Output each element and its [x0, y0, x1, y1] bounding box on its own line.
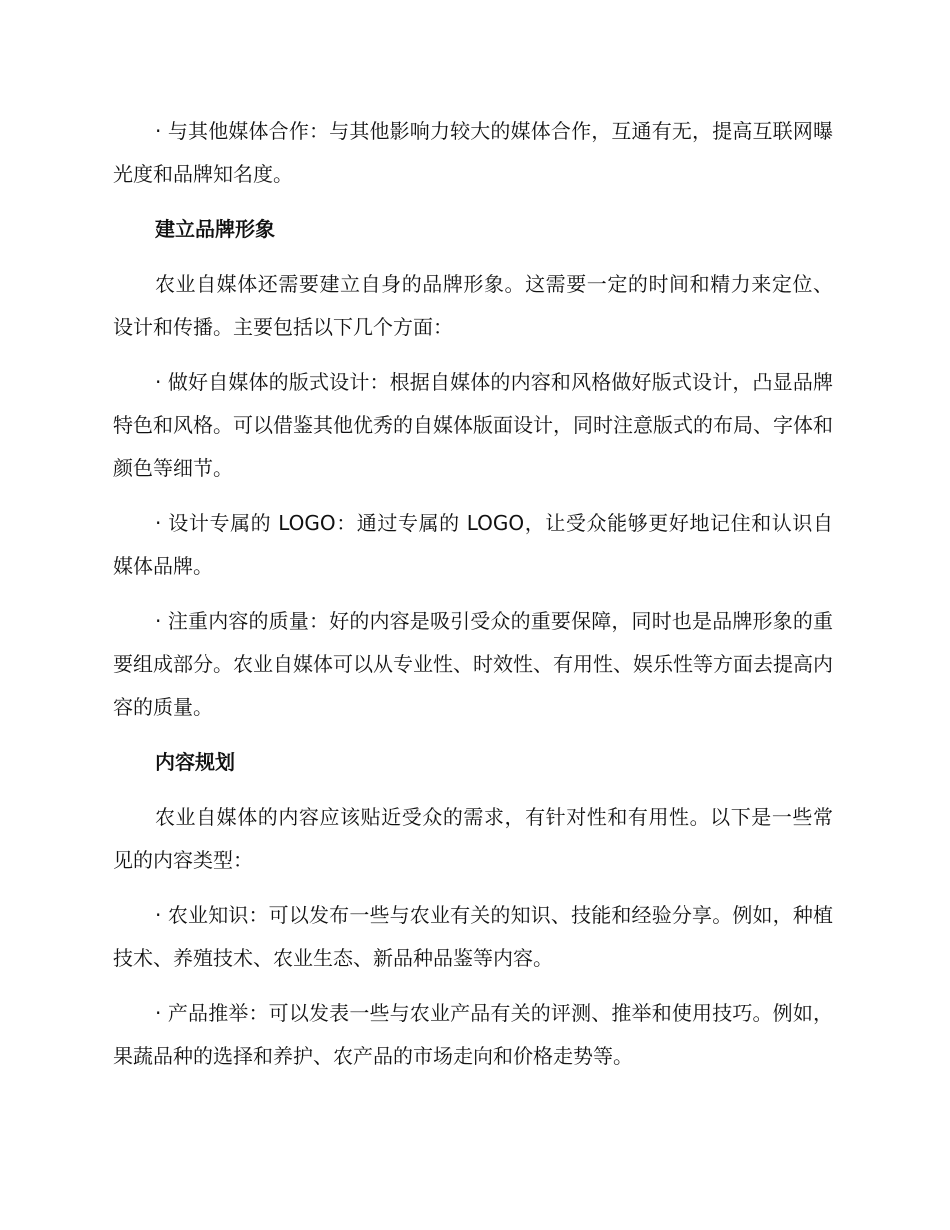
- bullet-paragraph-logo-design: · 设计专属的 LOGO：通过专属的 LOGO，让受众能够更好地记住和认识自媒体品牌。: [113, 511, 833, 578]
- bullet-paragraph-product-recommendation: · 产品推举：可以发表一些与农业产品有关的评测、推举和使用技巧。例如，果蔬品种的选择和养护、农产品的市场走向和价格走势等。: [113, 1001, 833, 1068]
- section-heading-brand-image: 建立品牌形象: [155, 217, 275, 241]
- paragraph-content-planning-intro: 农业自媒体的内容应该贴近受众的需求，有针对性和有用性。以下是一些常见的内容类型：: [113, 805, 833, 872]
- section-heading-content-planning: 内容规划: [155, 750, 235, 774]
- bullet-paragraph-content-quality: · 注重内容的质量：好的内容是吸引受众的重要保障，同时也是品牌形象的重要组成部分。农业自媒体可以从专业性、时效性、有用性、娱乐性等方面去提高内容的质量。: [113, 609, 833, 719]
- paragraph-brand-image-intro: 农业自媒体还需要建立自身的品牌形象。这需要一定的时间和精力来定位、设计和传播。主要包括以下几个方面：: [113, 272, 833, 339]
- bullet-paragraph-media-cooperation: · 与其他媒体合作：与其他影响力较大的媒体合作，互通有无，提高互联网曝光度和品牌知名度。: [113, 119, 833, 186]
- bullet-paragraph-layout-design: · 做好自媒体的版式设计：根据自媒体的内容和风格做好版式设计，凸显品牌特色和风格。可以借鉴其他优秀的自媒体版面设计，同时注意版式的布局、字体和颜色等细节。: [113, 370, 833, 480]
- document-page: [113, 110, 833, 1090]
- bullet-paragraph-agri-knowledge: · 农业知识：可以发布一些与农业有关的知识、技能和经验分享。例如，种植技术、养殖技术、农业生态、新品种品鉴等内容。: [113, 903, 833, 970]
